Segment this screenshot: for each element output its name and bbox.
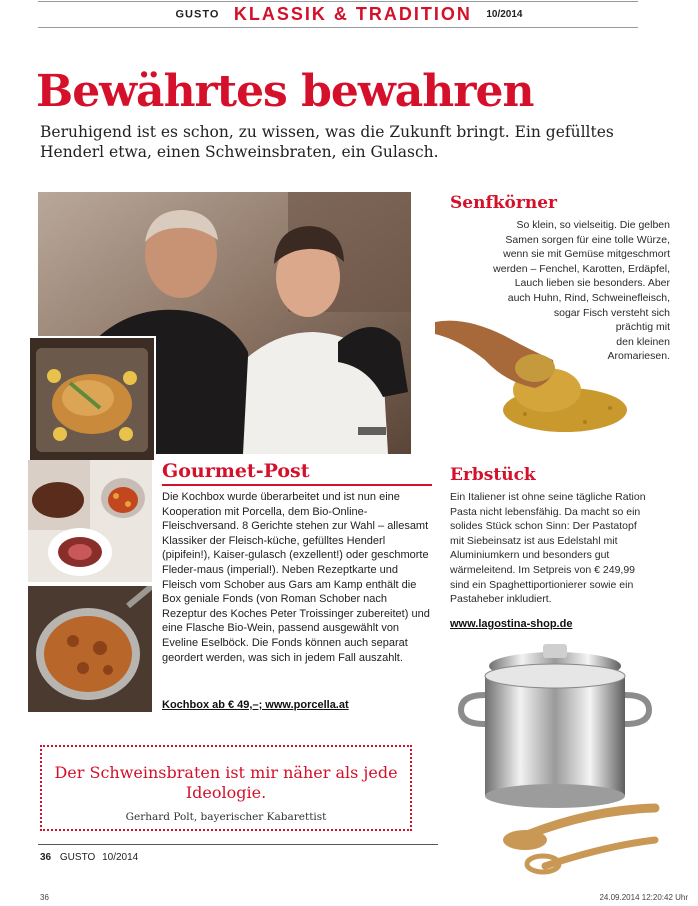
footer-rule xyxy=(38,844,438,845)
gourmet-post-body: Die Kochbox wurde überarbeitet und ist nun eine Kooperation mit Porcella, dem Bio-Online-Fleischversand. 8 Gerichte stehen zur Wahl – allesamt Klassiker der Fleisch-küche, gefülltes Henderl (pipifein!), Kaiser-gulasch (exzellent!) oder geschmorte Fleder-maus (imperial!). Neben Rezeptkarte und Fleisch vom Schober aus Gars am Kamp enthält die Box geniale Fonds (von Roman Schober nach Rezeptur des Koches Peter Troissinger zubereitet) und eine Flasche Bio-Wein, passend ausgewählt von Eveline Eselböck. Die Fonds können auch separat geordert werden, was sich in jedem Fall auszahlt. xyxy=(162,491,430,664)
senfkoerner-line: den kleinen xyxy=(616,335,670,348)
erbstueck-title: Erbstück xyxy=(450,465,536,485)
quote-text: Der Schweinsbraten ist mir näher als jede Ideologie. xyxy=(54,763,398,802)
senfkoerner-line: sogar Fisch versteht sich xyxy=(553,306,670,319)
goulash-photo xyxy=(28,586,152,712)
senfkoerner-line: werden – Fenchel, Karotten, Erdäpfel, xyxy=(493,262,670,275)
senfkoerner-line: Lauch lieben sie besonders. Aber xyxy=(514,277,670,290)
senfkoerner-title: Senfkörner xyxy=(450,193,557,213)
deck: Beruhigend ist es schon, zu wissen, was die Zukunft bringt. Ein gefülltes Henderl etwa, einen Schweinsbraten, ein Gulasch. xyxy=(40,123,614,161)
top-rule xyxy=(38,1,638,2)
print-page-number: 36 xyxy=(40,893,49,902)
running-header xyxy=(0,4,698,25)
pasta-pot-photo xyxy=(455,640,665,880)
senfkoerner-line: Aromariesen. xyxy=(607,350,670,363)
chicken-photo xyxy=(28,336,156,462)
porcella-link[interactable]: Kochbox ab € 49,–; www.porcella.at xyxy=(162,699,349,711)
senfkoerner-line: auch Huhn, Rind, Schweinefleisch, xyxy=(507,291,670,304)
footer-issue: 10/2014 xyxy=(102,852,139,863)
senfkoerner-line: wenn sie mit Gemüse mitgeschmort xyxy=(503,248,670,261)
header-issue: 10/2014 xyxy=(486,9,523,20)
header-brand: GUSTO xyxy=(175,8,220,21)
gourmet-post-rule xyxy=(162,484,432,486)
print-timestamp: 24.09.2014 12:20:42 Uhr xyxy=(599,893,688,902)
header-rule xyxy=(38,27,638,28)
senfkoerner-line: Samen sorgen für eine tolle Würze, xyxy=(505,233,670,246)
erbstueck-body: Ein Italiener ist ohne seine tägliche Ration Pasta nicht lebensfähig. Da macht so ein solides Stück schon Sinn: Der Pastatopf mit Siebeinsatz ist aus Edelstahl mit Aluminiumkern und besonders gut wärmeleitend. Im Setpreis von € 249,99 sind ein Spaghettiportionierer sowie ein Pastaheber inkludiert. xyxy=(450,491,646,606)
footer-brand: GUSTO xyxy=(59,852,96,863)
mustard-seeds-photo xyxy=(435,310,635,438)
page-footer xyxy=(40,852,138,863)
senfkoerner-line: So klein, so vielseitig. Die gelben xyxy=(516,219,670,231)
headline: Bewährtes bewahren xyxy=(36,66,534,117)
header-section: KLASSIK & TRADITION xyxy=(233,4,472,24)
senfkoerner-line: prächtig mit xyxy=(615,321,670,334)
quote-author: Gerhard Polt, bayerischer Kabarettist xyxy=(125,811,327,823)
gourmet-post-title: Gourmet-Post xyxy=(162,460,310,482)
page-number: 36 xyxy=(40,852,52,863)
lagostina-link[interactable]: www.lagostina-shop.de xyxy=(450,618,573,630)
quote-box xyxy=(40,745,412,831)
beef-photo xyxy=(28,460,152,582)
